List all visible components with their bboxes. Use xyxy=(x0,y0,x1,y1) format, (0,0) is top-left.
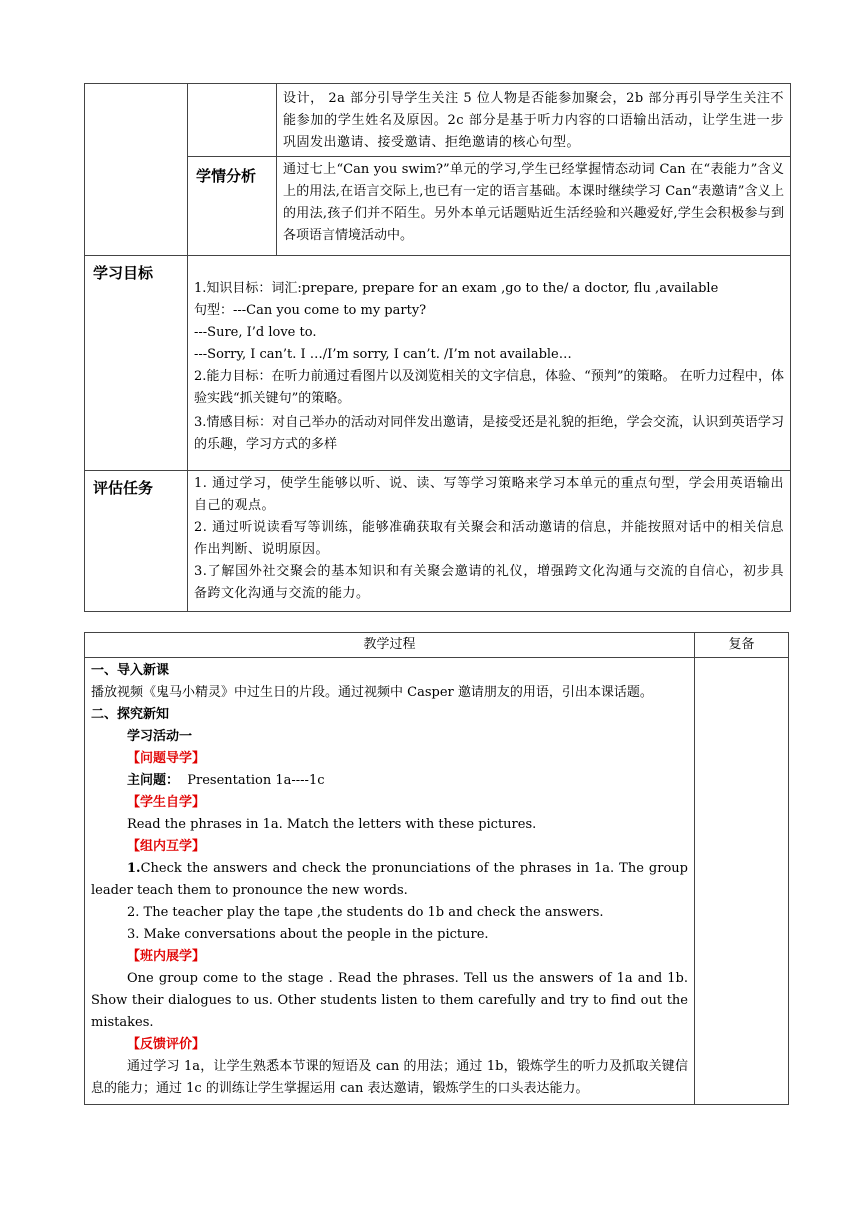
goal-line: 句型：---Can you come to my party? xyxy=(194,303,427,318)
teaching-process-header: 教学过程 xyxy=(85,633,695,658)
group-item-2: 2. The teacher play the tape ,the students do 1b and check the answers. xyxy=(127,905,604,920)
design-text: 设计， 2a 部分引导学生关注 5 位人物是否能参加聚会，2b 部分再引导学生关注不能参加的学生姓名及原因。2c 部分是基于听力内容的口语输出活动，让学生进一步巩固发出邀请、接受邀请、拒绝邀请的核心句型。 xyxy=(277,84,791,157)
group-item-1 xyxy=(91,858,688,902)
empty-cell xyxy=(85,84,188,256)
header-row xyxy=(85,633,789,658)
assessment-label: 评估任务 xyxy=(85,471,188,612)
goal-line: ---Sure, I’d love to. xyxy=(194,325,317,340)
group-item-1-num: 1. xyxy=(127,861,141,876)
assessment-line: 2. 通过听说读看写等训练，能够准确获取有关聚会和活动邀请的信息，并能按照对话中的相关信息作出判断、说明原因。 xyxy=(194,520,784,557)
main-question xyxy=(91,770,688,792)
design-row xyxy=(85,84,791,157)
section-title: 二、探究新知 xyxy=(91,707,170,722)
empty-cell xyxy=(188,84,277,157)
learning-goals-row xyxy=(85,256,791,471)
teaching-process-table xyxy=(84,632,789,1105)
section-title: 一、导入新课 xyxy=(91,663,170,678)
assessment-line: 1. 通过学习，使学生能够以听、说、读、写等学习策略来学习本单元的重点句型，学会用英语输出自己的观点。 xyxy=(194,476,784,513)
goal-line: 2.能力目标：在听力前通过看图片以及浏览相关的文字信息，体验、“预判”的策略。 在听力过程中，体验实践“抓关键句”的策略。 xyxy=(194,369,784,406)
assessment-row xyxy=(85,471,791,612)
feedback-text: 通过学习 1a，让学生熟悉本节课的短语及 can 的用法；通过 1b，锻炼学生的听力及抓取关键信息的能力；通过 1c 的训练让学生掌握运用 can 表达邀请，锻炼学生的口头表达能力。 xyxy=(91,1059,688,1096)
learner-analysis-text: 通过七上“Can you swim?”单元的学习,学生已经掌握情态动词 Can 在“表能力”含义上的用法,在语言交际上,也已有一定的语言基础。本课时继续学习 Can“表邀请”含义上的用法,孩子们并不陌生。另外本单元话题贴近生活经验和兴趣爱好,学生会积极参与到各项语言情境活动中。 xyxy=(277,157,791,256)
class-show-text: One group come to the stage . Read the phrases. Tell us the answers of 1a and 1b. Show their dialogues to us. Other students listen to them carefully and try to find out the mistakes. xyxy=(91,971,688,1030)
activity-title: 学习活动一 xyxy=(127,729,193,744)
learning-goals-label: 学习目标 xyxy=(85,256,188,471)
group-item-3: 3. Make conversations about the people in the picture. xyxy=(127,927,489,942)
group-item-1-text: Check the answers and check the pronunciations of the phrases in 1a. The group leader teach them to pronounce the new words. xyxy=(91,861,688,898)
teaching-process-content xyxy=(85,658,695,1105)
content-row xyxy=(85,658,789,1105)
learner-analysis-label: 学情分析 xyxy=(188,157,277,256)
goal-line: 3.情感目标：对自己举办的活动对同伴发出邀请，是接受还是礼貌的拒绝，学会交流，认识到英语学习的乐趣，学习方式的多样 xyxy=(194,415,784,452)
tag-group-study: 【组内互学】 xyxy=(127,839,206,854)
review-header: 复备 xyxy=(695,633,789,658)
assessment-line: 3.了解国外社交聚会的基本知识和有关聚会邀请的礼仪，增强跨文化沟通与交流的自信心，初步具备跨文化沟通与交流的能力。 xyxy=(194,564,784,601)
lesson-plan-table xyxy=(84,83,791,612)
tag-class-show: 【班内展学】 xyxy=(127,949,206,964)
review-cell xyxy=(695,658,789,1105)
main-question-label: 主问题： xyxy=(127,773,180,788)
main-question-text: Presentation 1a----1c xyxy=(187,773,325,788)
section-text: 播放视频《鬼马小精灵》中过生日的片段。通过视频中 Casper 邀请朋友的用语，引出本课话题。 xyxy=(91,685,653,700)
tag-guide: 【问题导学】 xyxy=(127,751,206,766)
assessment-content xyxy=(188,471,791,612)
learner-analysis-row xyxy=(85,157,791,256)
tag-self-study: 【学生自学】 xyxy=(127,795,206,810)
goal-line: ---Sorry, I can’t. I …/I’m sorry, I can’t. /I’m not available… xyxy=(194,347,572,362)
tag-feedback: 【反馈评价】 xyxy=(127,1037,206,1052)
learning-goals-content xyxy=(188,256,791,471)
goal-line: 1.知识目标：词汇:prepare, prepare for an exam ,go to the/ a doctor, flu ,available xyxy=(194,281,719,296)
self-study-text: Read the phrases in 1a. Match the letters with these pictures. xyxy=(127,817,537,832)
